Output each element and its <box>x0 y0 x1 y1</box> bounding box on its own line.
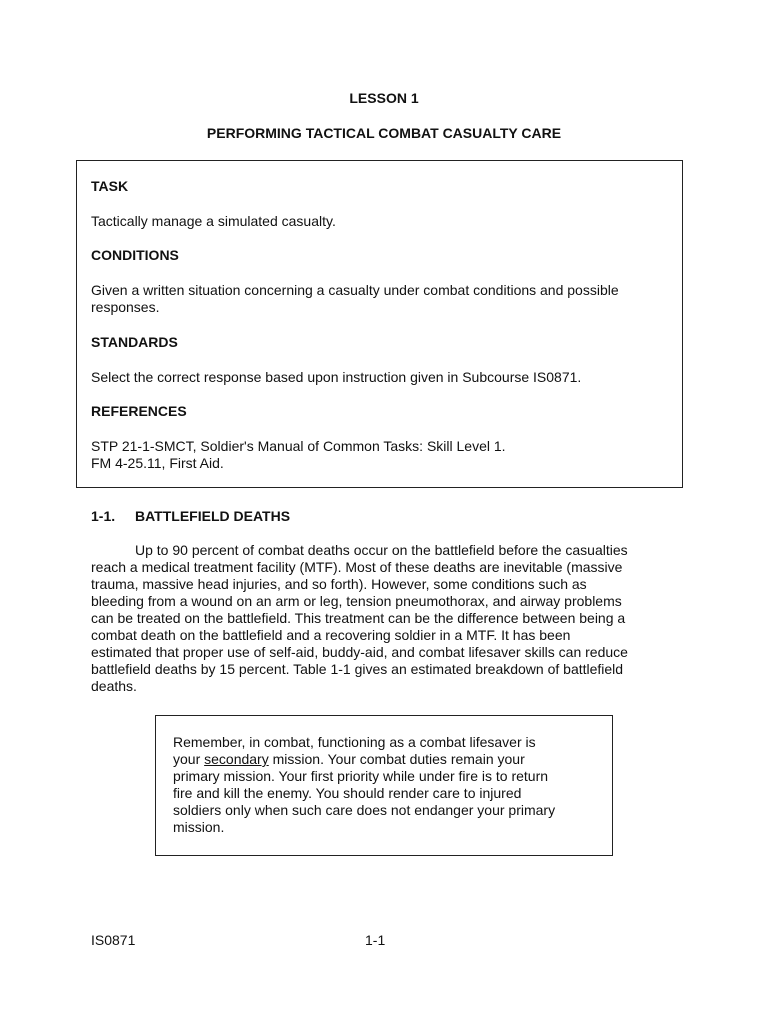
paragraph-line: combat death on the battlefield and a recovering soldier in a MTF. It has been <box>91 627 571 643</box>
task-text: Tactically manage a simulated casualty. <box>91 213 336 229</box>
note-line: Remember, in combat, functioning as a combat lifesaver is <box>173 734 536 750</box>
references-heading: REFERENCES <box>91 403 187 419</box>
footer-page-number: 1-1 <box>365 932 386 948</box>
conditions-heading: CONDITIONS <box>91 247 179 263</box>
note-text <box>173 734 598 836</box>
paragraph-line: battlefield deaths by 15 percent. Table 1-1 gives an estimated breakdown of battlefield <box>91 661 624 677</box>
reference-item-2: FM 4-25.11, First Aid. <box>91 455 224 471</box>
section-paragraph <box>91 542 691 695</box>
note-text-segment: mission. Your combat duties remain your <box>268 751 525 767</box>
conditions-text-line-1: Given a written situation concerning a casualty under combat conditions and possible <box>91 282 619 298</box>
paragraph-line: deaths. <box>91 678 137 694</box>
standards-text: Select the correct response based upon instruction given in Subcourse IS0871. <box>91 369 582 385</box>
reference-item-1: STP 21-1-SMCT, Soldier's Manual of Common Tasks: Skill Level 1. <box>91 438 506 454</box>
section-heading <box>91 508 290 525</box>
paragraph-line: estimated that proper use of self-aid, buddy-aid, and combat lifesaver skills can reduce <box>91 644 628 660</box>
section-number: 1-1. <box>91 508 116 524</box>
paragraph-line: trauma, massive head injuries, and so forth). However, some conditions such as <box>91 576 587 592</box>
paragraph-line: bleeding from a wound on an arm or leg, tension pneumothorax, and airway problems <box>91 593 622 609</box>
note-line: fire and kill the enemy. You should render care to injured <box>173 785 522 801</box>
note-text-segment: your <box>173 751 205 767</box>
secondary-emphasis: secondary <box>204 751 269 767</box>
footer-course-code: IS0871 <box>91 932 136 948</box>
conditions-text-line-2: responses. <box>91 299 160 315</box>
note-line <box>173 751 598 768</box>
lesson-number: LESSON 1 <box>349 90 419 106</box>
paragraph-line: reach a medical treatment facility (MTF). Most of these deaths are inevitable (massive <box>91 559 623 575</box>
section-title: BATTLEFIELD DEATHS <box>135 508 291 524</box>
note-line: primary mission. Your first priority while under fire is to return <box>173 768 549 784</box>
note-line: mission. <box>173 819 225 835</box>
lesson-title: PERFORMING TACTICAL COMBAT CASUALTY CARE <box>206 125 562 141</box>
paragraph-line: can be treated on the battlefield. This treatment can be the difference between being a <box>91 610 626 626</box>
note-line: soldiers only when such care does not endanger your primary <box>173 802 556 818</box>
paragraph-line: Up to 90 percent of combat deaths occur on the battlefield before the casualties <box>135 542 628 558</box>
standards-heading: STANDARDS <box>91 334 178 350</box>
task-heading: TASK <box>91 178 129 194</box>
